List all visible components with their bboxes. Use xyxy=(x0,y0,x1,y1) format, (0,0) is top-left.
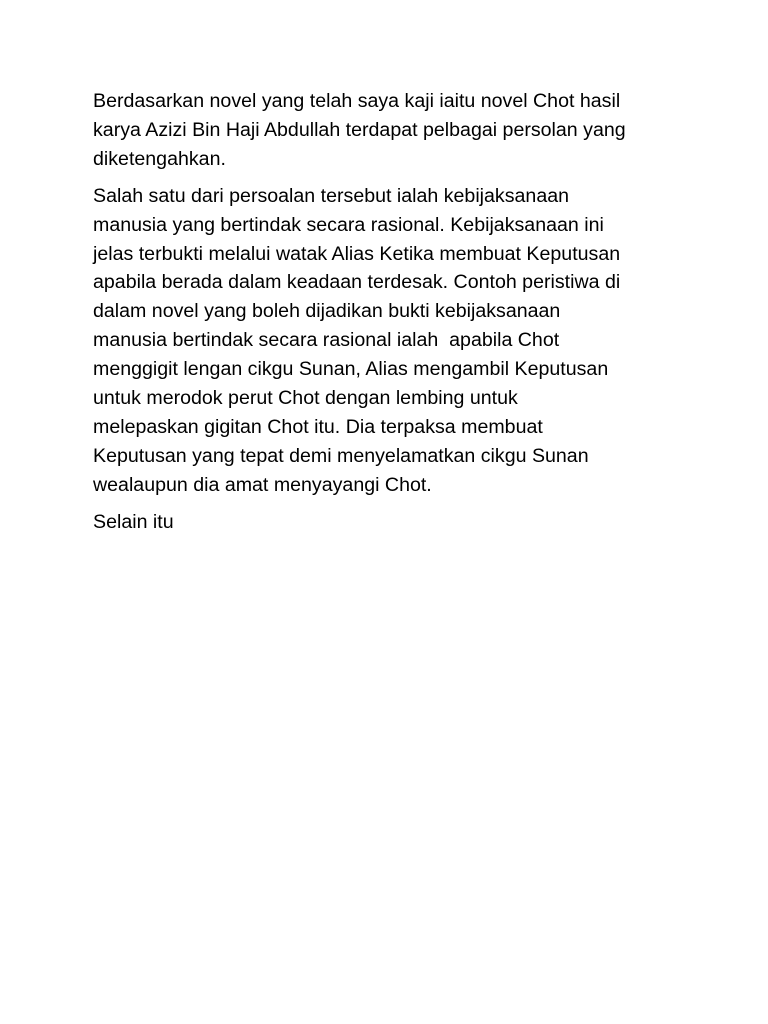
text-line: menggigit lengan cikgu Sunan, Alias mengambil Keputusan xyxy=(93,358,609,381)
text-line: diketengahkan. xyxy=(93,147,226,170)
text-line: wealaupun dia amat menyayangi Chot. xyxy=(93,473,432,496)
text-line: apabila berada dalam keadaan terdesak. Contoh peristiwa di xyxy=(93,271,621,294)
text-line: manusia bertindak secara rasional ialah apabila Chot xyxy=(93,329,560,352)
text-line: Salah satu dari persoalan tersebut ialah kebijaksanaan xyxy=(93,184,570,207)
text-line: manusia yang bertindak secara rasional. Kebijaksanaan ini xyxy=(93,213,604,236)
text-line: karya Azizi Bin Haji Abdullah terdapat pelbagai persolan yang xyxy=(93,118,626,141)
paragraph-closing xyxy=(93,508,683,537)
text-line: dalam novel yang boleh dijadikan bukti kebijaksanaan xyxy=(93,300,561,323)
document-body xyxy=(93,87,683,545)
text-line: Keputusan yang tepat demi menyelamatkan cikgu Sunan xyxy=(93,444,589,467)
text-line: Selain itu xyxy=(93,510,174,533)
text-line: untuk merodok perut Chot dengan lembing untuk xyxy=(93,387,518,410)
paragraph-main xyxy=(93,182,683,500)
paragraph-intro xyxy=(93,87,683,174)
text-line: Berdasarkan novel yang telah saya kaji iaitu novel Chot hasil xyxy=(93,90,621,112)
text-line: jelas terbukti melalui watak Alias Ketika membuat Keputusan xyxy=(93,242,621,265)
text-line: melepaskan gigitan Chot itu. Dia terpaksa membuat xyxy=(93,415,543,438)
